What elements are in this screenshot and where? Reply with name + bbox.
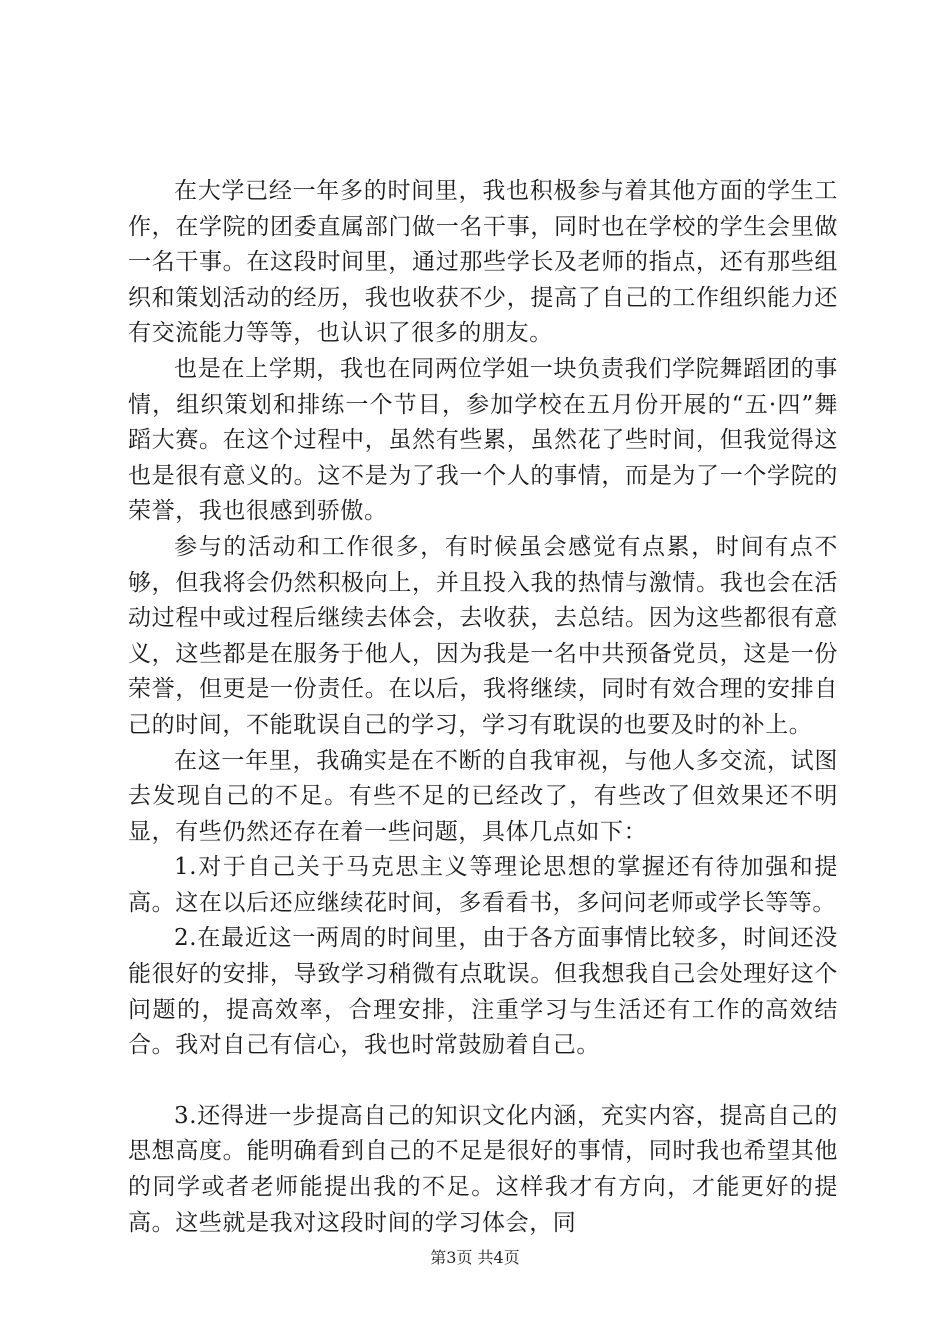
paragraph-3: 参与的活动和工作很多，有时候虽会感觉有点累，时间有点不够，但我将会仍然积极向上，并且投入我的热情与激情。我也会在活动过程中或过程后继续去体会，去收获，去总结。因为这些都很有意义，这些都是在服务于他人，因为我是一名中共预备党员，这是一份荣誉，但更是一份责任。在以后，我将继续，同时有效合理的安排自己的时间，不能耽误自己的学习，学习有耽误的也要及时的补上。	[128, 533, 838, 738]
list-item-1: 1.对于自己关于马克思主义等理论思想的掌握还有待加强和提高。这在以后还应继续花时间，多看看书，多问问老师或学长等等。	[128, 854, 838, 916]
page-footer: 第3页 共4页	[430, 1248, 520, 1267]
paragraph-2: 也是在上学期，我也在同两位学姐一块负责我们学院舞蹈团的事情，组织策划和排练一个节目，参加学校在五月份开展的“五·四”舞蹈大赛。在这个过程中，虽然有些累，虽然花了些时间，但我觉得这也是很有意义的。这不是为了我一个人的事情，而是为了一个学院的荣誉，我也很感到骄傲。	[128, 355, 838, 525]
body-text	[128, 174, 838, 1241]
paragraph-4: 在这一年里，我确实是在不断的自我审视，与他人多交流，试图去发现自己的不足。有些不足的已经改了，有些改了但效果还不明显，有些仍然还存在着一些问题，具体几点如下：	[128, 747, 838, 845]
list-item-2: 2.在最近这一两周的时间里，由于各方面事情比较多，时间还没能很好的安排，导致学习稍微有点耽误。但我想我自己会处理好这个问题的，提高效率，合理安排，注重学习与生活还有工作的高效结合。我对自己有信心，我也时常鼓励着自己。	[128, 925, 838, 1059]
paragraph-1: 在大学已经一年多的时间里，我也积极参与着其他方面的学生工作，在学院的团委直属部门做一名干事，同时也在学校的学生会里做一名干事。在这段时间里，通过那些学长及老师的指点，还有那些组织和策划活动的经历，我也收获不少，提高了自己的工作组织能力还有交流能力等等，也认识了很多的朋友。	[128, 178, 838, 347]
paragraph-gap	[128, 1064, 838, 1099]
list-item-3: 3.还得进一步提高自己的知识文化内涵，充实内容，提高自己的思想高度。能明确看到自己的不足是很好的事情，同时我也希望其他的同学或者老师能提出我的不足。这样我才有方向，才能更好的提高。这些就是我对这段时间的学习体会，同	[128, 1102, 838, 1236]
